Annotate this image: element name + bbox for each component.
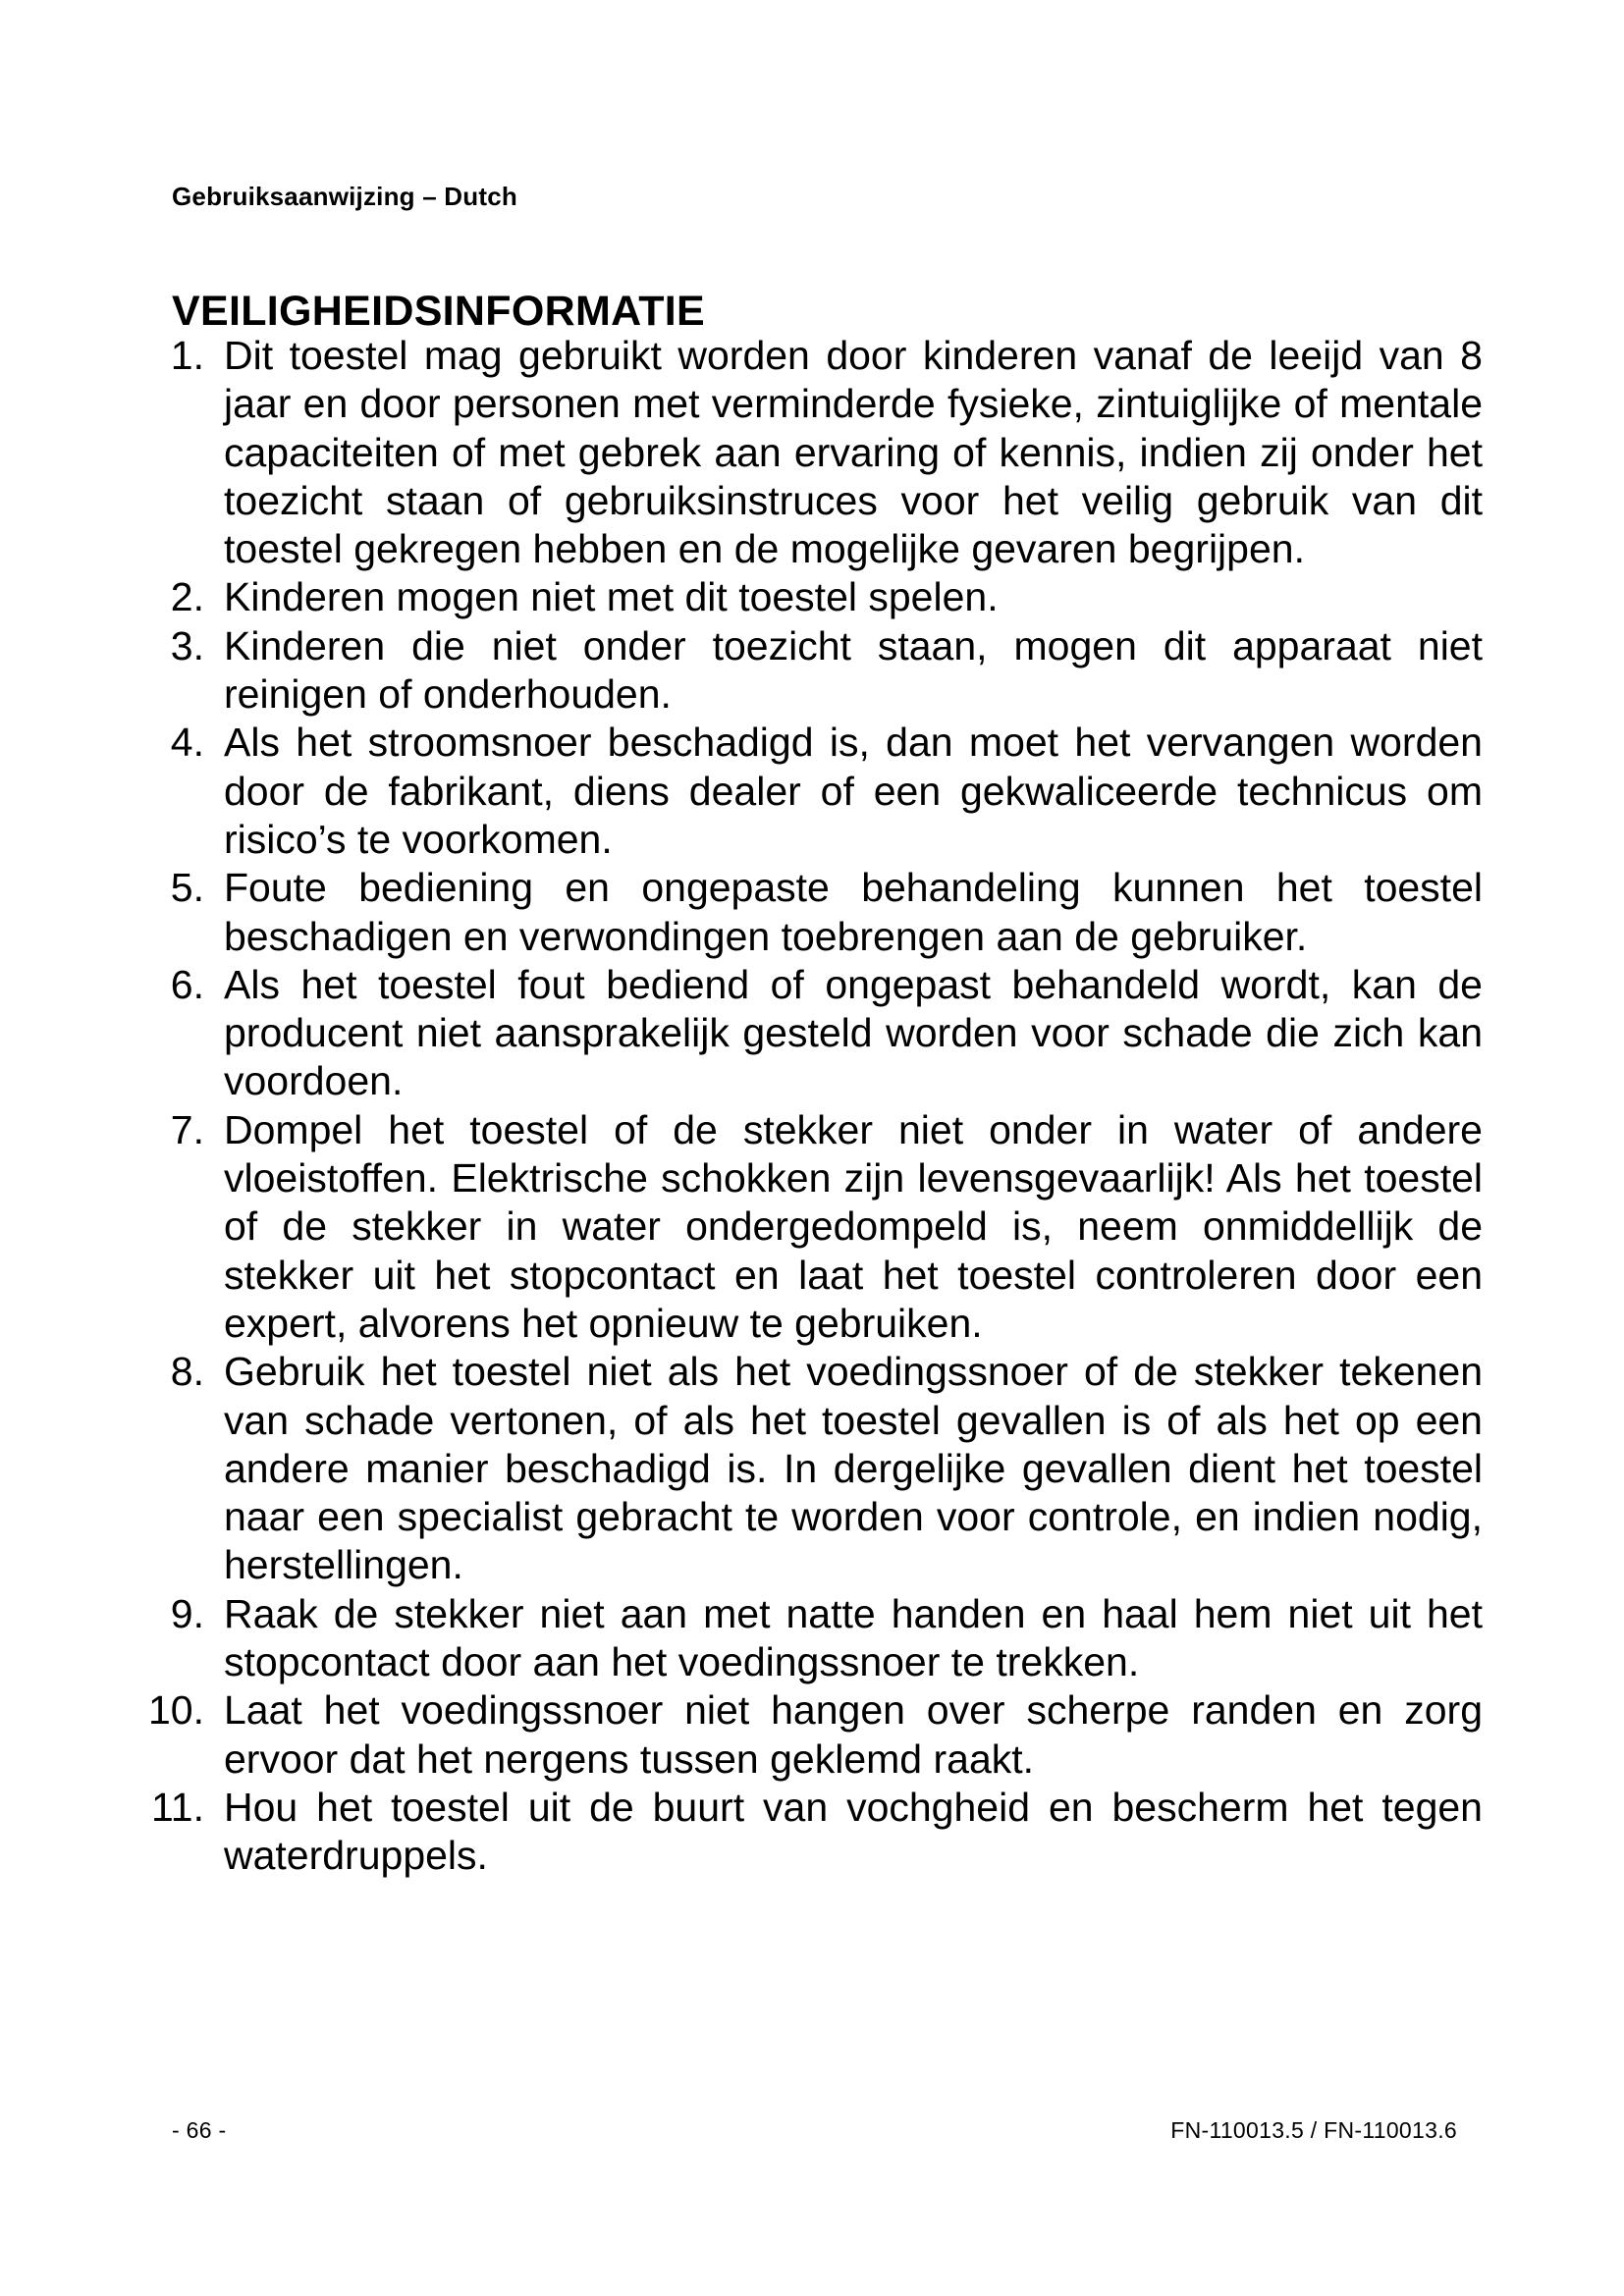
item-text: Kinderen die niet onder toezicht staan, mogen dit apparaat niet reinigen of onderhouden. [224, 622, 1483, 718]
section-title: VEILIGHEIDSINFORMATIE [172, 288, 706, 335]
item-text: Kinderen mogen niet met dit toestel spelen. [224, 574, 999, 620]
item-text: Raak de stekker niet aan met natte handen en haal hem niet uit het stopcontact door aan het voedingssnoer te trekken. [224, 1590, 1483, 1685]
item-text: Gebruik het toestel niet als het voedingssnoer of de stekker tekenen van schade vertonen, of als het toestel gevallen is of als het op een andere manier beschadigd is. In dergelijke gevallen dient het toestel naar een specialist gebracht te worden voor controle, en indien nodig, herstellingen. [224, 1349, 1483, 1588]
list-item [170, 332, 1483, 573]
list-item [148, 1686, 1483, 1784]
list-item [151, 1784, 1483, 1881]
list-item [170, 1106, 1483, 1348]
item-text: Laat het voedingssnoer niet hangen over scherpe randen en zorg ervoor dat het nergens tussen geklemd raakt. [224, 1687, 1483, 1782]
item-text: Als het toestel fout bediend of ongepast behandeld wordt, kan de producent niet aansprakelijk gesteld worden voor schade die zich kan voordoen. [224, 961, 1483, 1104]
item-number: 6. [170, 961, 204, 1007]
item-number: 10. [148, 1687, 204, 1734]
item-text: Hou het toestel uit de buurt van vochgheid en bescherm het tegen waterdruppels. [224, 1784, 1483, 1879]
page-number: - 66 - [172, 2117, 227, 2143]
safety-instructions-list [148, 332, 1483, 1881]
item-number: 7. [170, 1106, 204, 1152]
item-number: 9. [170, 1590, 204, 1636]
list-item [170, 961, 1483, 1106]
list-item [170, 1348, 1483, 1589]
item-text: Dit toestel mag gebruikt worden door kinderen vanaf de leeijd van 8 jaar en door personen met verminderde fysieke, zintuiglijke of mentale capaciteiten of met gebrek aan ervaring of kennis, indien zij onder het toezicht staan of gebruiksinstruces voor het veilig gebruik van dit toestel gekregen hebben en de mogelijke gevaren begrijpen. [224, 333, 1483, 572]
item-number: 11. [151, 1784, 204, 1830]
item-number: 3. [170, 622, 204, 668]
list-item [170, 622, 1483, 720]
list-item [170, 864, 1483, 961]
list-item [170, 719, 1483, 864]
item-text: Als het stroomsnoer beschadigd is, dan moet het vervangen worden door de fabrikant, diens dealer of een gekwaliceerde technicus om risico’s te voorkomen. [224, 720, 1483, 862]
page-header: Gebruiksaanwijzing – Dutch [172, 182, 517, 211]
list-item [170, 1590, 1483, 1687]
item-number: 4. [170, 720, 204, 766]
item-text: Foute bediening en ongepaste behandeling kunnen het toestel beschadigen en verwondingen toebrengen aan de gebruiker. [224, 865, 1483, 959]
item-number: 1. [170, 333, 204, 378]
list-item [170, 573, 1483, 621]
item-number: 2. [170, 574, 204, 620]
item-number: 5. [170, 865, 204, 911]
item-text: Dompel het toestel of de stekker niet onder in water of andere vloeistoffen. Elektrische schokken zijn levensgevaarlijk! Als het toestel of de stekker in water ondergedompeld is, neem onmiddellijk de stekker uit het stopcontact en laat het toestel controleren door een expert, alvorens het opnieuw te gebruiken. [224, 1106, 1483, 1346]
item-number: 8. [170, 1349, 204, 1395]
model-number: FN-110013.5 / FN-110013.6 [1170, 2117, 1457, 2143]
